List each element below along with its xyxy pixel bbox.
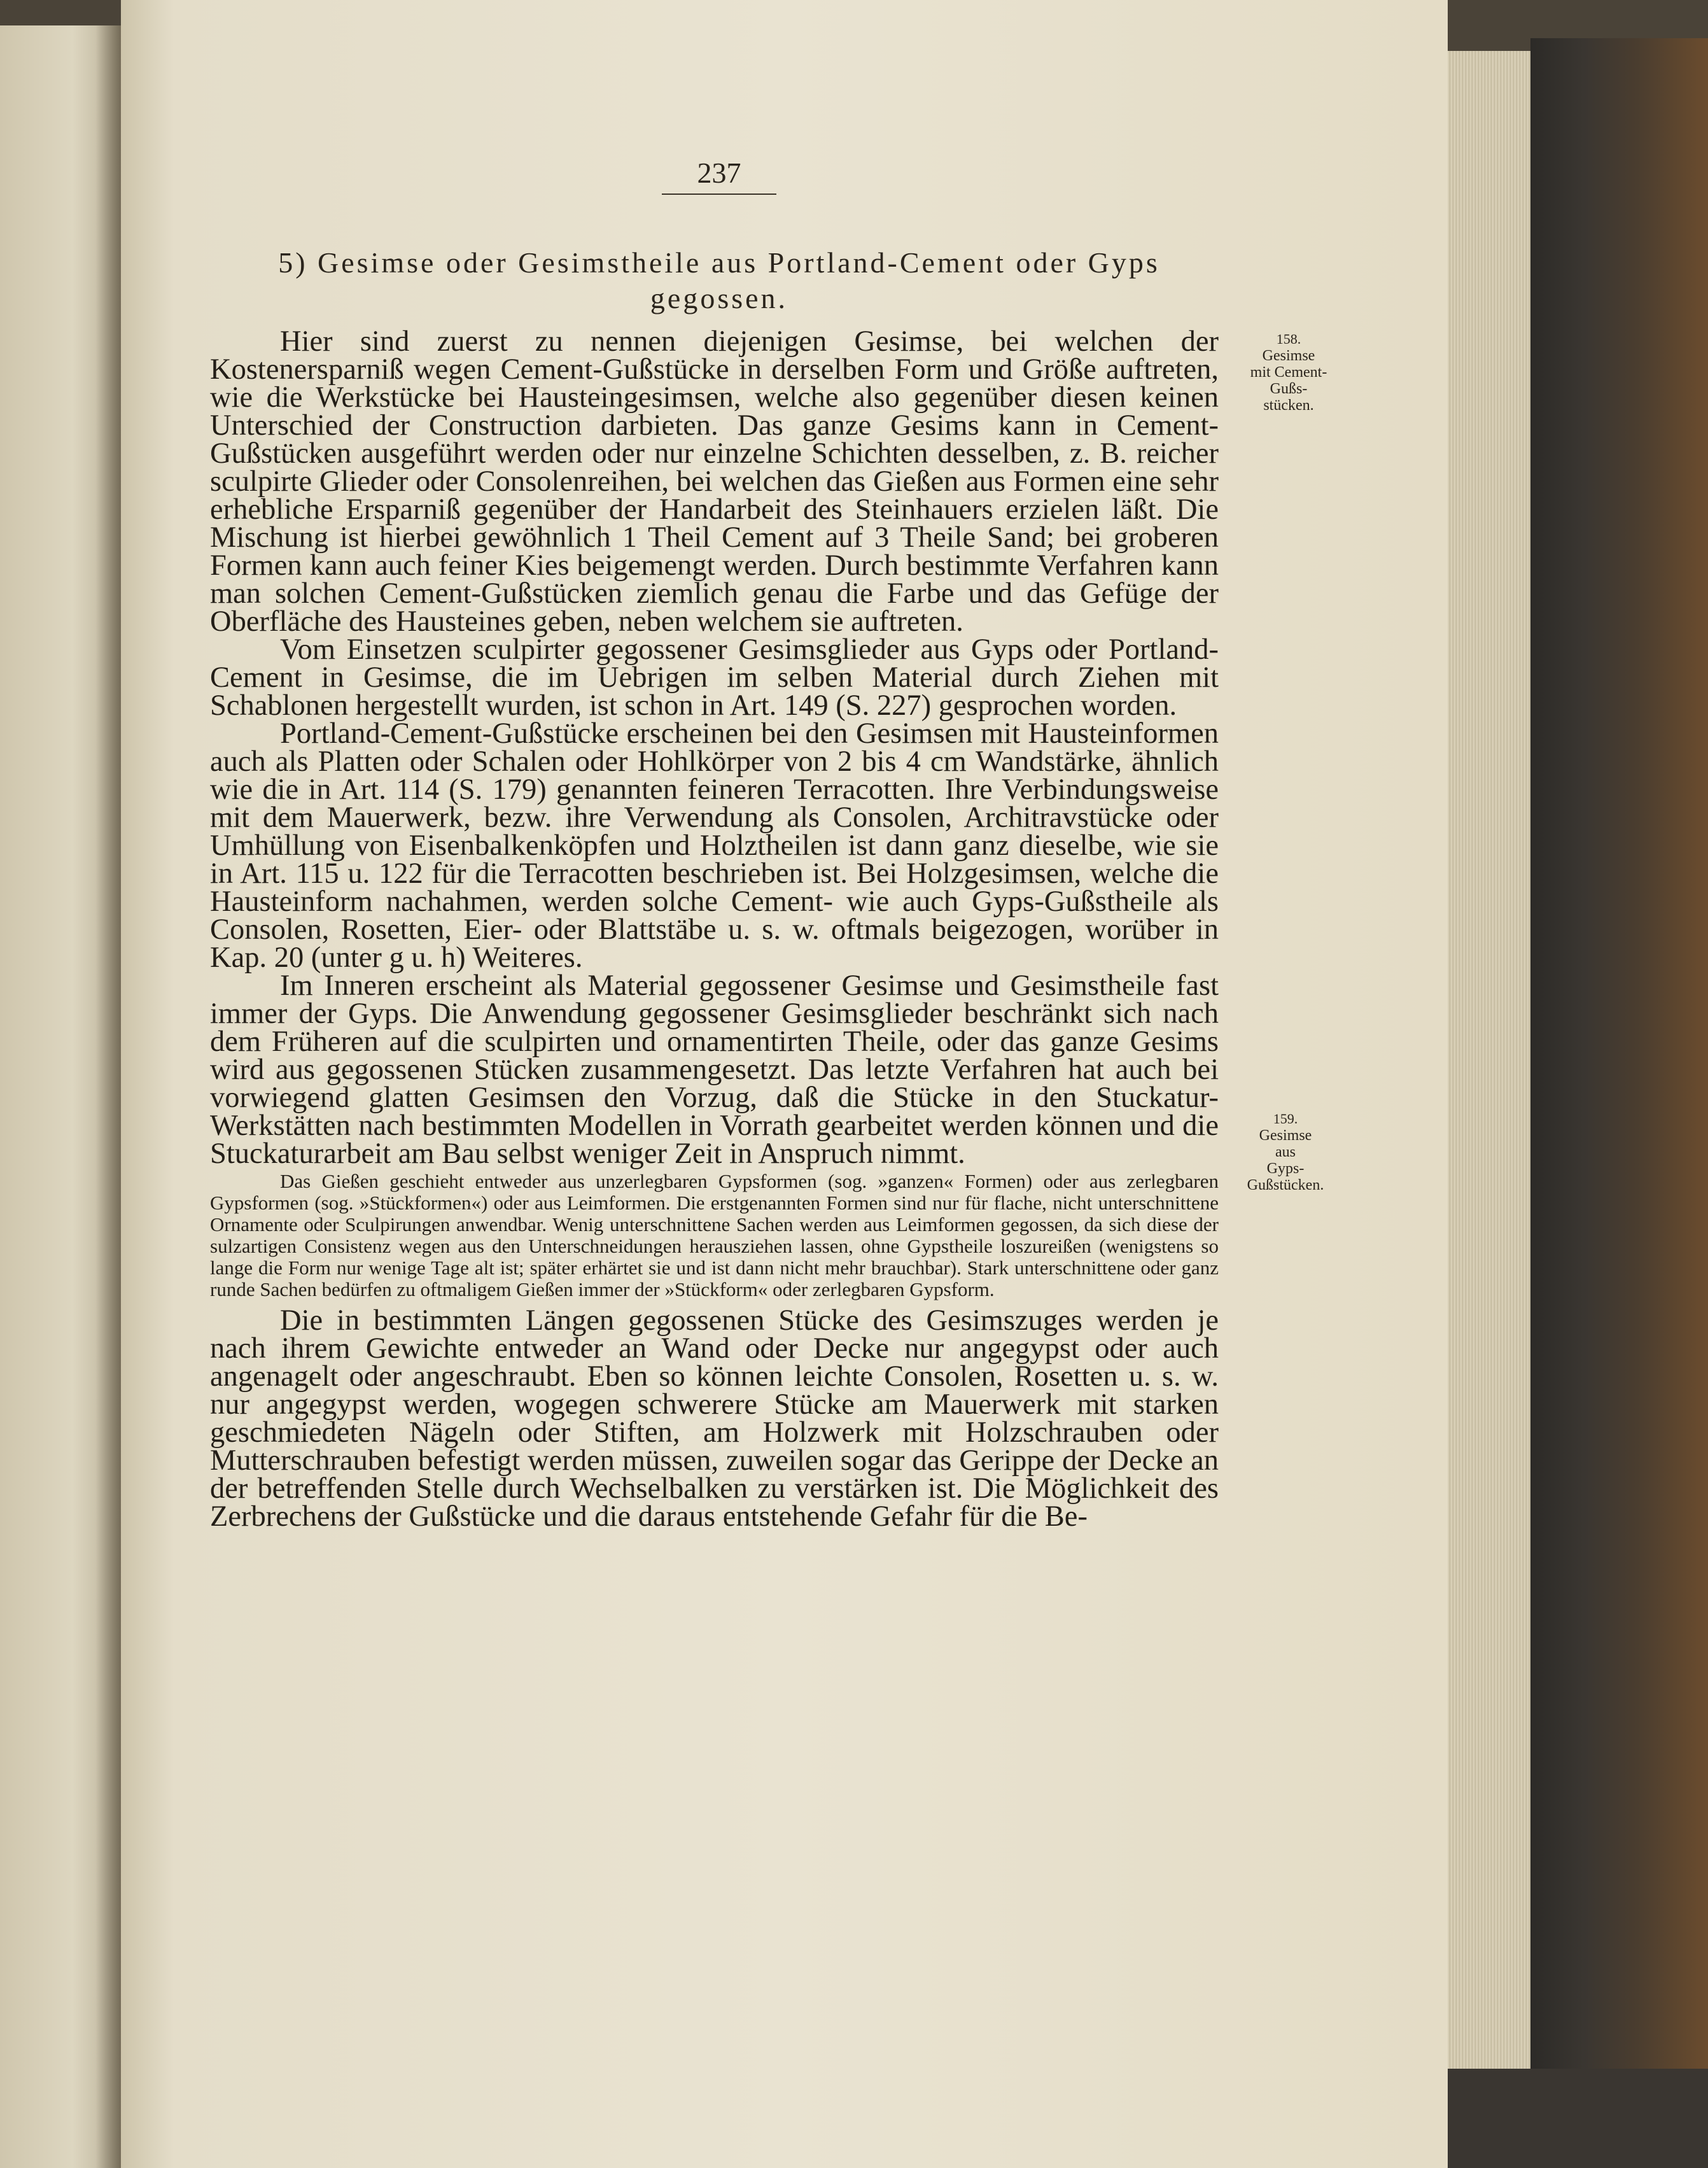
footnote-paragraph: Das Gießen geschieht entweder aus unzerlegbaren Gypsformen (sog. »ganzen« Formen) oder aus zerlegbaren Gypsformen (sog. »Stückformen«) oder aus Leimformen. Die erstgenannten Formen sind nur für flache, nicht unterschnittene Ornamente oder Sculpirungen anwendbar. Wenig unterschnittene Sachen werden aus Leimformen gegossen, da sich diese der sulzartigen Consistenz wegen aus den Unterschneidungen herausziehen lassen, ohne Gypstheile loszureißen (wenigstens so lange die Form nur wenige Tage alt ist; später erhärtet sie und ist dann nicht mehr brauchbar). Stark unterschnittene oder ganz runde Sachen bedürfen zu oftmaligem Gießen immer der »Stückform« oder zerlegbaren Gypsform. [210,1170,1219,1300]
margin-note-158 [1225,331,1352,414]
book-cover-lower [1448,2069,1708,2168]
paragraph-2: Vom Einsetzen sculpirter gegossener Gesimsglieder aus Gyps oder Portland-Cement in Gesimse, die im Uebrigen im selben Material durch Ziehen mit Schablonen hergestellt wurden, ist schon in Art. 149 (S. 227) gesprochen worden. [210,633,1219,722]
book-gutter [95,25,121,2168]
page-edges [1448,51,1530,2069]
margin-note-line: Gesimse [1259,1127,1312,1144]
paragraph-4: Im Inneren erscheint als Material gegossener Gesimse und Gesimstheile fast immer der Gyps. Die Anwendung gegossener Gesimsglieder beschränkt sich nach dem Früheren auf die sculpirten und ornamentirten Theile, oder das ganze Gesims wird aus gegossenen Stücken zusammengesetzt. Das letzte Verfahren hat auch bei vorwiegend glatten Gesimsen den Vorzug, daß die Stücke in den Stuckatur-Werkstätten nach bestimmten Modellen in Vorrath gearbeitet werden können und die Stuckaturarbeit am Bau selbst weniger Zeit in Anspruch nimmt. [210,969,1219,1170]
book-cover [1530,38,1708,2168]
margin-note-line: Gußstücken. [1247,1177,1324,1193]
margin-note-line: Gesimse [1262,348,1315,364]
margin-note-line: Gyps- [1266,1160,1305,1177]
margin-note-line: stücken. [1263,397,1314,414]
paragraph-3: Portland-Cement-Gußstücke erscheinen bei den Gesimsen mit Hausteinformen auch als Platten oder Schalen oder Hohlkörper von 2 bis 4 cm Wandstärke, ähnlich wie die in Art. 114 (S. 179) genannten feineren Terracotten. Ihre Verbindungsweise mit dem Mauerwerk, bezw. ihre Verwendung als Consolen, Architravstücke oder Umhüllung von Eisenbalkenköpfen und Holztheilen ist dann ganz dieselbe, wie sie in Art. 115 u. 122 für die Terracotten beschrieben ist. Bei Holzgesimsen, welche die Hausteinform nachahmen, werden solche Cement- wie auch Gyps-Gußstheile als Consolen, Rosetten, Eier- oder Blattstäbe u. s. w. oftmals beigezogen, worüber in Kap. 20 (unter g u. h) Weiteres. [210,717,1219,974]
margin-note-159 [1222,1111,1349,1193]
margin-note-line: Gußs- [1270,381,1308,397]
margin-note-number: 159. [1273,1111,1298,1127]
section-heading [210,245,1228,316]
margin-note-line: mit Cement- [1250,364,1327,381]
section-heading-line-2: gegossen. [650,282,788,314]
paragraph-1: Hier sind zuerst zu nennen diejenigen Gesimse, bei welchen der Kostenersparniß wegen Cement-Gußstücke in derselben Form und Größe auftreten, wie die Werkstücke bei Hausteingesimsen, welche also gegenüber diesen keinen Unterschied der Construction darbieten. Das ganze Gesims kann in Cement-Gußstücken ausgeführt werden oder nur einzelne Schichten desselben, z. B. reicher sculpirte Glieder oder Consolenreihen, bei welchen das Gießen aus Formen eine sehr erhebliche Ersparniß gegenüber der Handarbeit des Steinhauers erzielen läßt. Die Mischung ist hierbei gewöhnlich 1 Theil Cement auf 3 Theile Sand; bei groberen Formen kann auch feiner Kies beigemengt werden. Durch bestimmte Verfahren kann man solchen Cement-Gußstücken ziemlich genau die Farbe und das Gefüge der Oberfläche des Hausteines geben, neben welchem sie auftreten. [210,325,1219,638]
margin-note-line: aus [1275,1144,1296,1160]
body-text [210,325,1219,1533]
paragraph-5: Die in bestimmten Längen gegossenen Stücke des Gesimszuges werden je nach ihrem Gewichte entweder an Wand oder Decke nur angegypst oder auch angenagelt oder angeschraubt. Eben so können leichte Consolen, Rosetten u. s. w. nur angegypst werden, wogegen schwerere Stücke am Mauerwerk mit starken geschmiedeten Nägeln oder Stiften, am Holzwerk mit Holzschrauben oder Mutterschrauben befestigt werden müssen, zuweilen sogar das Gerippe der Decke an der betreffenden Stelle durch Wechselbalken zu verstärken ist. Die Möglichkeit des Zerbrechens der Gußstücke und die daraus entstehende Gefahr für die Be- [210,1304,1219,1533]
margin-note-number: 158. [1276,331,1301,347]
section-heading-line-1: 5) Gesimse oder Gesimstheile aus Portland-Cement oder Gyps [278,246,1160,279]
page-number: 237 [662,156,776,195]
